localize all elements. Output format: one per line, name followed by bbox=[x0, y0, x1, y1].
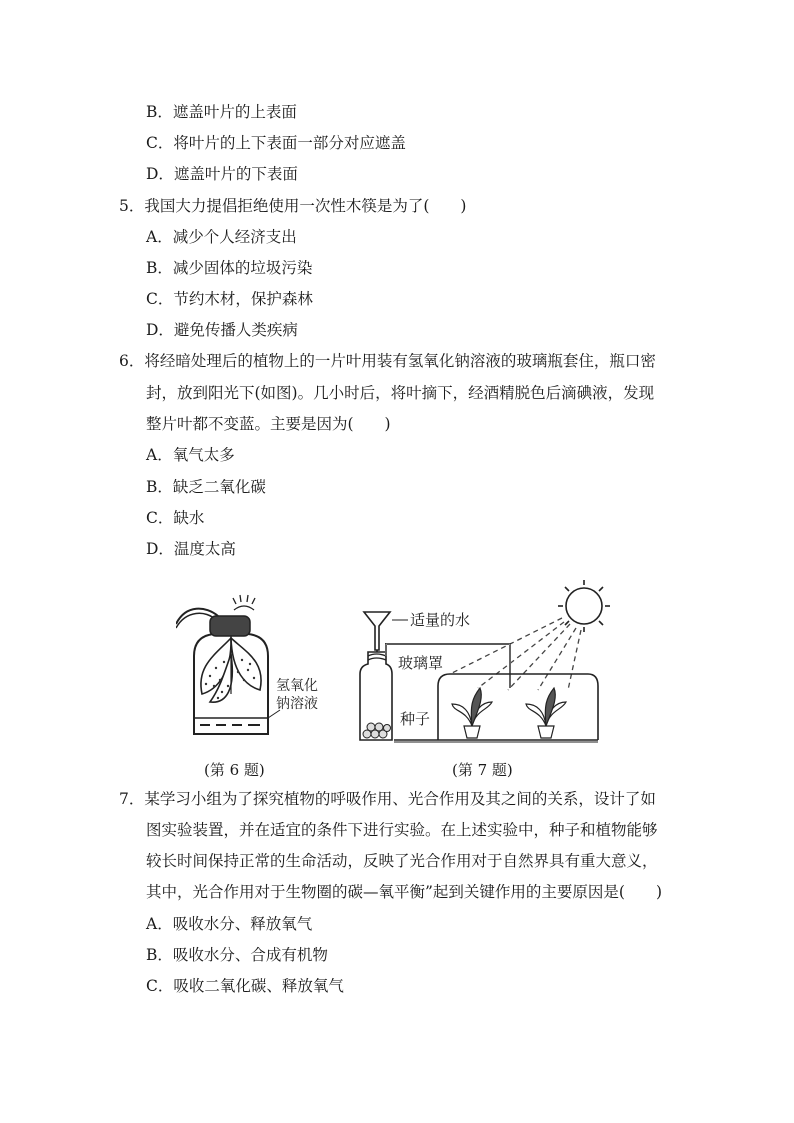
q7-stem-line-2: 图实验装置，并在适宜的条件下进行实验。在上述实验中，种子和植物能够 bbox=[146, 821, 658, 839]
q4-option-b: B．遮盖叶片的上表面 bbox=[146, 103, 297, 121]
fig7-label-water: 适量的水 bbox=[410, 611, 471, 629]
light-rays-icon bbox=[233, 595, 255, 610]
q5-stem: 5．我国大力提倡拒绝使用一次性木筷是为了( ) bbox=[119, 197, 467, 215]
q6-stem-line-3: 整片叶都不变蓝。主要是因为( ) bbox=[146, 415, 391, 433]
q7-option-a: A．吸收水分、释放氧气 bbox=[146, 915, 313, 933]
fig6-label-line-1: 氢氧化 bbox=[276, 678, 318, 694]
q7-stem-line-4: 其中，光合作用对于生物圈的碳—氧平衡”起到关键作用的主要原因是( ) bbox=[146, 883, 663, 901]
figure-7-caption: (第 7 题) bbox=[452, 761, 513, 779]
q6-option-c: C．缺水 bbox=[146, 509, 205, 527]
figure-6-caption: (第 6 题) bbox=[204, 761, 265, 779]
fig7-label-cover: 玻璃罩 bbox=[398, 654, 444, 672]
q7-option-c: C．吸收二氧化碳、释放氧气 bbox=[146, 977, 344, 995]
q6-option-b: B．缺乏二氧化碳 bbox=[146, 478, 266, 496]
q5-option-a: A．减少个人经济支出 bbox=[146, 228, 297, 246]
q5-option-d: D．避免传播人类疾病 bbox=[146, 321, 298, 339]
sun-icon bbox=[558, 580, 610, 632]
figure-7-apparatus-diagram bbox=[358, 580, 620, 745]
q7-stem-line-3: 较长时间保持正常的生命活动，反映了光合作用对于自然界具有重大意义， bbox=[146, 852, 658, 870]
bottle-stopper bbox=[210, 616, 250, 636]
q4-option-c: C．将叶片的上下表面一部分对应遮盖 bbox=[146, 134, 406, 152]
q6-stem-line-1: 6．将经暗处理后的植物上的一片叶用装有氢氧化钠溶液的玻璃瓶套住，瓶口密 bbox=[119, 352, 656, 370]
q7-stem-line-1: 7．某学习小组为了探究植物的呼吸作用、光合作用及其之间的关系，设计了如 bbox=[119, 790, 656, 808]
q5-option-c: C．节约木材，保护森林 bbox=[146, 290, 313, 308]
fig7-label-seed: 种子 bbox=[400, 710, 431, 728]
fig6-label-line-2: 钠溶液 bbox=[276, 696, 318, 712]
q4-option-d: D．遮盖叶片的下表面 bbox=[146, 165, 298, 183]
q6-stem-line-2: 封，放到阳光下(如图)。几小时后，将叶摘下，经酒精脱色后滴碘液，发现 bbox=[146, 384, 655, 402]
figure-6-bottle-diagram bbox=[176, 594, 336, 744]
q5-option-b: B．减少固体的垃圾污染 bbox=[146, 259, 313, 277]
q6-option-d: D．温度太高 bbox=[146, 540, 236, 558]
q6-option-a: A．氧气太多 bbox=[146, 446, 235, 464]
q7-option-b: B．吸收水分、合成有机物 bbox=[146, 946, 328, 964]
